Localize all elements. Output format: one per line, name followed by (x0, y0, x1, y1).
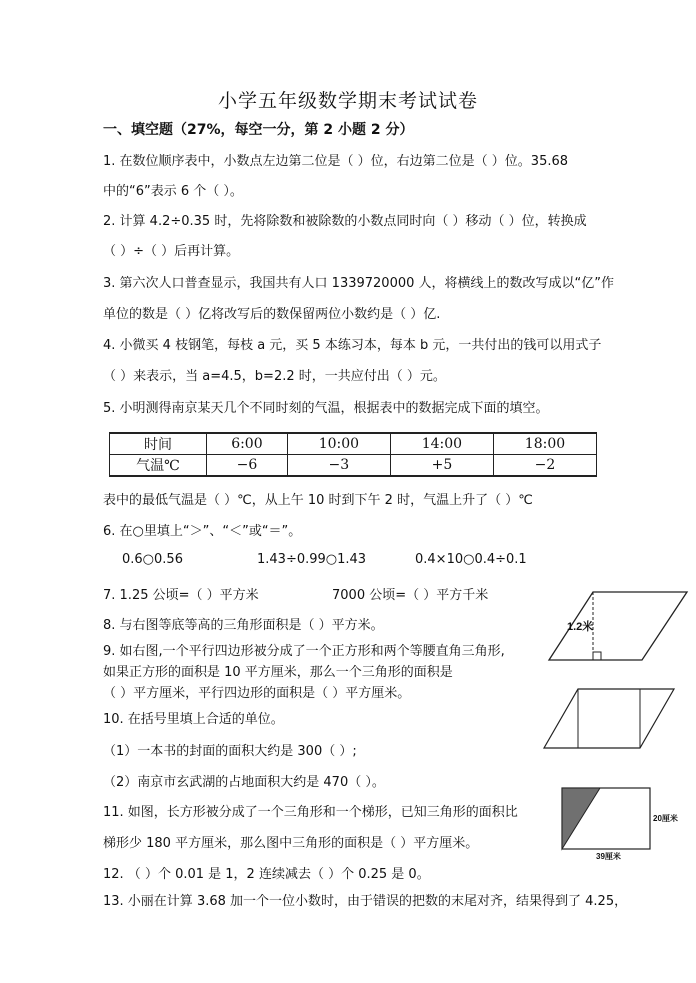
question-3-line-2: 单位的数是（ ）亿将改写后的数保留两位小数约是（ ）亿. (103, 307, 441, 322)
question-10-item-1: （1）一本书的封面的面积大约是 300（ ）; (103, 744, 357, 759)
question-1-line-2: 中的“6”表示 6 个（ ）。 (103, 184, 243, 199)
height-label: 1.2米 (567, 621, 594, 633)
question-1-line-1: 1. 在数位顺序表中，小数点左边第二位是（ ）位，右边第二位是（ ）位。35.68 (103, 154, 569, 169)
table-cell: 6:00 (207, 433, 288, 455)
question-6: 6. 在○里填上“＞”、“＜”或“＝”。 (103, 524, 302, 539)
bottom-length-label: 39厘米 (596, 852, 621, 861)
table-cell: 18:00 (493, 433, 596, 455)
table-cell: −6 (207, 455, 288, 477)
question-13: 13. 小丽在计算 3.68 加一个一位小数时，由于错误的把数的末尾对齐，结果得到了 4.25， (103, 894, 628, 909)
section-heading: 一、填空题（27%，每空一分，第 2 小题 2 分） (103, 122, 414, 138)
question-6-item-2: 1.43÷0.99○1.43 (257, 552, 367, 567)
table-cell: 气温℃ (110, 455, 207, 477)
question-11-line-2: 梯形少 180 平方厘米，那么图中三角形的面积是（ ）平方厘米。 (103, 836, 479, 851)
question-6-item-1: 0.6○0.56 (122, 552, 183, 567)
split-parallelogram-figure (540, 686, 680, 752)
question-9-line-1: 9. 如右图,一个平行四边形被分成了一个正方形和两个等腰直角三角形, (103, 644, 505, 659)
table-cell: −2 (493, 455, 596, 477)
question-8: 8. 与右图等底等高的三角形面积是（ ）平方米。 (103, 618, 384, 633)
table-cell: 时间 (110, 433, 207, 455)
question-9-line-2: 如果正方形的面积是 10 平方厘米，那么一个三角形的面积是 (103, 665, 453, 680)
table-header-row (110, 433, 597, 455)
table-row (110, 455, 597, 477)
question-10: 10. 在括号里填上合适的单位。 (103, 712, 284, 727)
temperature-table (109, 432, 597, 477)
question-7-part-1: 7. 1.25 公顷=（ ）平方米 (103, 588, 259, 603)
question-3-line-1: 3. 第六次人口普查显示，我国共有人口 1339720000 人，将横线上的数改写成以“亿”作 (103, 276, 614, 291)
question-7-part-2: 7000 公顷=（ ）平方千米 (332, 588, 489, 603)
table-cell: +5 (390, 455, 493, 477)
table-cell: 14:00 (390, 433, 493, 455)
question-5-line-2: 表中的最低气温是（ ）℃，从上午 10 时到下午 2 时，气温上升了（ ）℃ (103, 493, 533, 508)
question-11-line-1: 11. 如图，长方形被分成了一个三角形和一个梯形，已知三角形的面积比 (103, 805, 518, 820)
question-10-item-2: （2）南京市玄武湖的占地面积大约是 470（ ）。 (103, 775, 385, 790)
question-2-line-1: 2. 计算 4.2÷0.35 时，先将除数和被除数的小数点同时向（ ）移动（ ）位，转换成 (103, 214, 587, 229)
question-6-item-3: 0.4×10○0.4÷0.1 (415, 552, 527, 567)
parallelogram-figure (547, 586, 696, 664)
question-4-line-2: （ ）来表示，当 a=4.5，b=2.2 时，一共应付出（ ）元。 (103, 369, 446, 384)
page-title: 小学五年级数学期末考试试卷 (217, 90, 478, 112)
table-cell: −3 (287, 455, 390, 477)
question-4-line-1: 4. 小微买 4 枝钢笔，每枝 a 元，买 5 本练习本，每本 b 元，一共付出的钱可以用式子 (103, 338, 602, 353)
table-cell: 10:00 (287, 433, 390, 455)
question-9-line-3: （ ）平方厘米，平行四边形的面积是（ ）平方厘米。 (103, 686, 411, 701)
question-12: 12. （ ）个 0.01 是 1，2 连续减去（ ）个 0.25 是 0。 (103, 867, 430, 882)
rectangle-figure (560, 784, 696, 862)
question-2-line-2: （ ）÷（ ）后再计算。 (103, 244, 240, 259)
question-5: 5. 小明测得南京某天几个不同时刻的气温，根据表中的数据完成下面的填空。 (103, 401, 549, 416)
side-length-label: 20厘米 (653, 814, 678, 823)
